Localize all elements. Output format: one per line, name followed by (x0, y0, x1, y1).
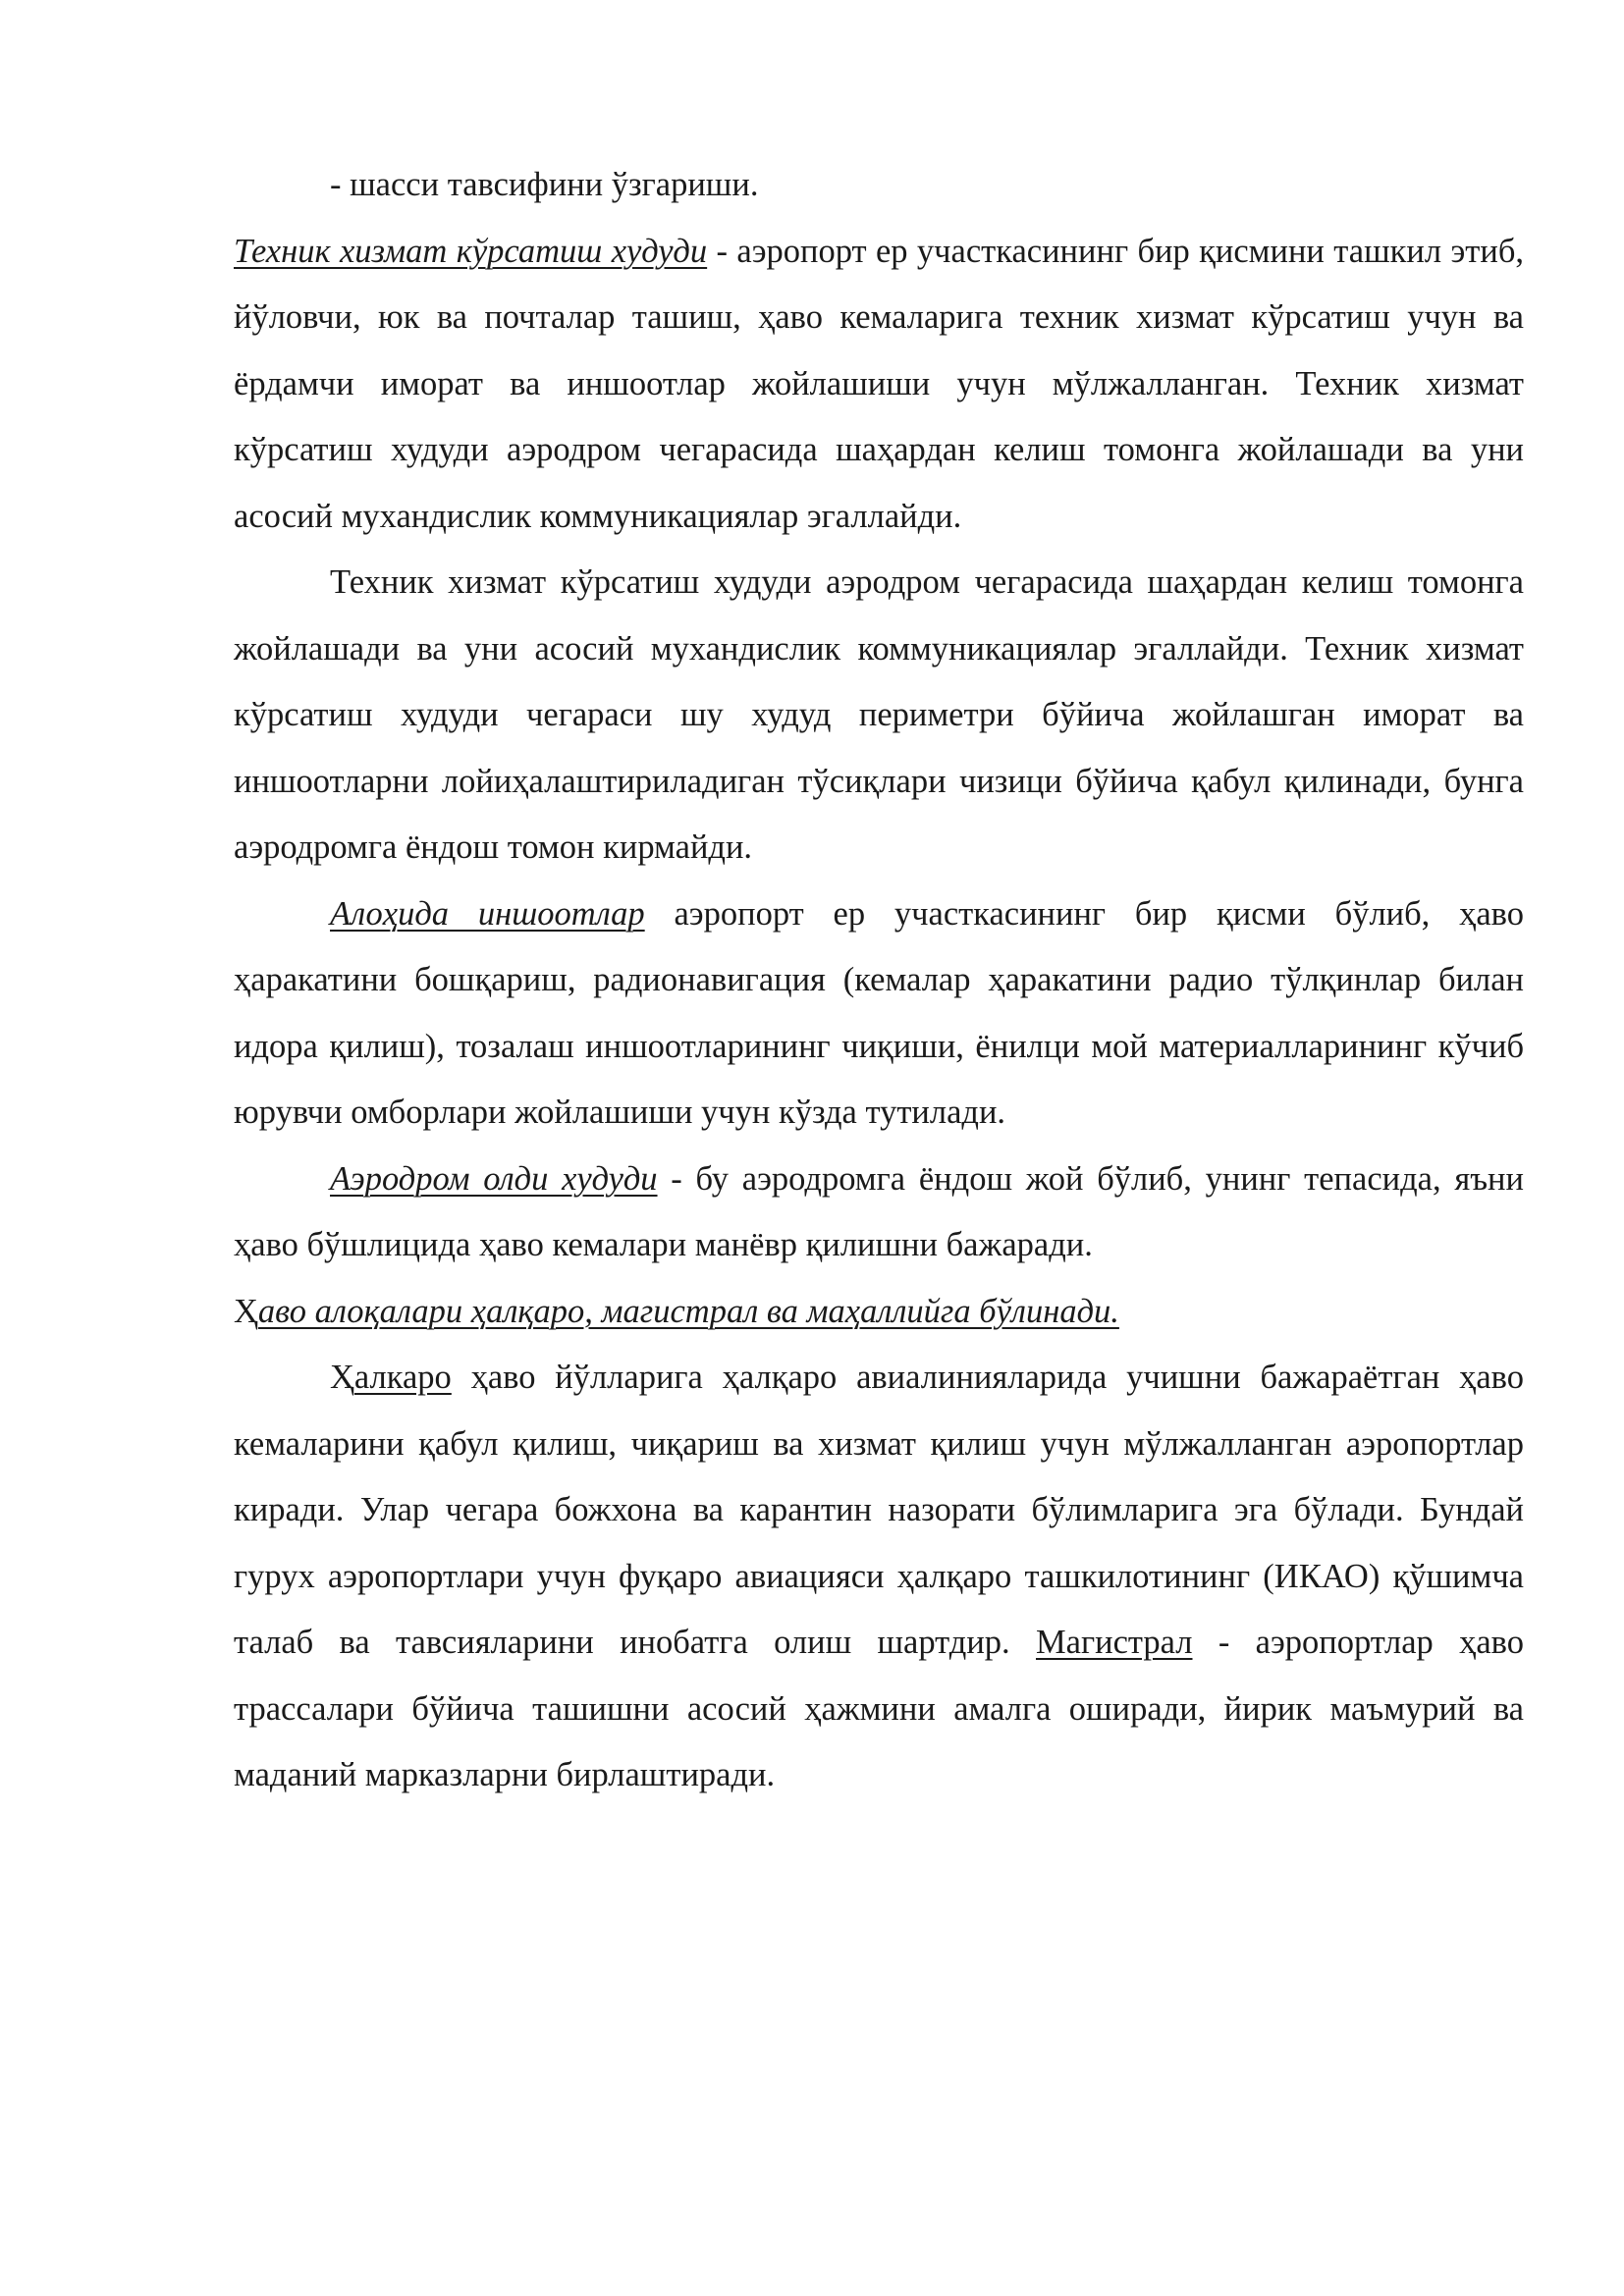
paragraph-international-airports (234, 1345, 1524, 1809)
paragraph-text: - шасси тавсифини ўзгариши. (330, 166, 759, 203)
paragraph-separate-facilities (234, 881, 1524, 1147)
paragraph-text: - аэропорт ер участкасининг бир қисмини ташкил этиб, йўловчи, юк ва почталар ташиш, ҳаво кемаларига техник хизмат кўрсатиш учун ва ёрдамчи иморат ва иншоотлар жойлашиши учун мўлжалланган. Техник хизмат кўрсатиш худуди аэродром чегарасида шаҳардан келиш томонга жойлашади ва уни асосий мухандислик коммуникациялар эгаллайди. (234, 232, 1525, 535)
document-page (234, 152, 1524, 1809)
first-letter: Ҳ (234, 1292, 258, 1330)
term-trunk: Магистрал (1036, 1624, 1193, 1661)
paragraph-text: - аэропортлар ҳаво трассалари бўйича ташишни асосий ҳажмини амалга оширади, йирик маъмурий ва маданий марказларни бирлаштиради. (234, 1624, 1524, 1793)
paragraph-air-links-classification (234, 1279, 1524, 1346)
term-separate-facilities: Алоҳида иншоотлар (330, 894, 645, 933)
paragraph-text: аэропорт ер участкасининг бир қисми бўлиб, ҳаво ҳаракатини бошқариш, радионавигация (кемалар ҳаракатини радио тўлқинлар билан идора қилиш), тозалаш иншоотларининг чиқиши, ёнилци мой материалларининг кўчиб юрувчи омборлари жойлашиши учун кўзда тутилади. (234, 894, 1524, 1131)
paragraph-technical-service-boundary (234, 550, 1524, 881)
term-air-links-classification: аво алоқалари ҳалқаро, магистрал ва маҳаллийга бўлинади. (257, 1292, 1119, 1330)
first-letter: Ҳ (330, 1359, 354, 1396)
term-technical-service-area: Техник хизмат кўрсатиш худуди (234, 232, 708, 270)
paragraph-text: - бу аэродромга ёндош жой бўлиб, унинг тепасида, яъни ҳаво бўшлицида ҳаво кемалари манёвр қилишни бажаради. (234, 1159, 1524, 1263)
paragraph-technical-service-area (234, 219, 1524, 551)
paragraph-text: Техник хизмат кўрсатиш худуди аэродром чегарасида шаҳардан келиш томонга жойлашади ва уни асосий мухандислик коммуникациялар эгаллайди. Техник хизмат кўрсатиш худуди чегараси шу худуд периметри бўйича жойлашган иморат ва иншоотларни лойиҳалаштириладиган тўсиқлари чизици бўйича қабул қилинади, бунга аэродромга ёндош томон кирмайди. (234, 563, 1524, 866)
term-international: алкаро (353, 1359, 452, 1396)
term-airfield-approach-area: Аэродром олди худуди (330, 1159, 658, 1198)
paragraph-airfield-approach-area (234, 1147, 1524, 1279)
paragraph-text: ҳаво йўлларига ҳалқаро авиалинияларида учишни бажараётган ҳаво кемаларини қабул қилиш, чиқариш ва хизмат қилиш учун мўлжалланган аэропортлар киради. Улар чегара божхона ва карантин назорати бўлимларига эга бўлади. Бундай гурух аэропортлари учун фуқаро авиацияси ҳалқаро ташкилотининг (ИКАО) қўшимча талаб ва тавсияларини инобатга олиш шартдир. (234, 1359, 1524, 1661)
paragraph-chassis (234, 152, 1524, 219)
